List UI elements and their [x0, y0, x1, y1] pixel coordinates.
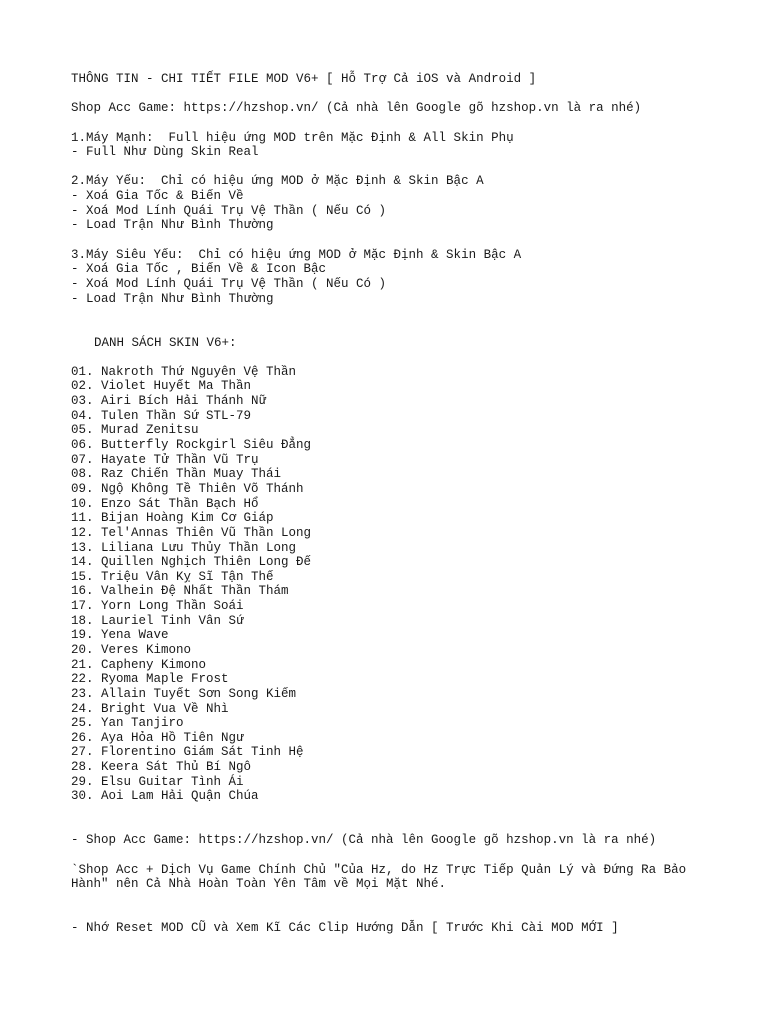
skin-list	[71, 365, 711, 804]
section-heading: 2.Máy Yếu: Chỉ có hiệu ứng MOD ở Mặc Định & Skin Bậc A	[71, 174, 484, 189]
section-item: - Xoá Mod Lính Quái Trụ Vệ Thần ( Nếu Có )	[71, 203, 387, 218]
skin-list-item: 18. Lauriel Tinh Vân Sứ	[71, 613, 244, 628]
skin-list-item: 29. Elsu Guitar Tình Ái	[71, 774, 244, 789]
skin-list-item: 15. Triệu Vân Kỵ Sĩ Tận Thế	[71, 569, 274, 584]
skin-list-item: 19. Yena Wave	[71, 628, 169, 643]
skin-list-item: 25. Yan Tanjiro	[71, 716, 184, 731]
skin-list-item: 06. Butterfly Rockgirl Siêu Đẳng	[71, 438, 312, 453]
skin-list-title: DANH SÁCH SKIN V6+:	[94, 335, 237, 350]
footer-warranty-note: `Shop Acc + Dịch Vụ Game Chính Chủ "Của Hz, do Hz Trực Tiếp Quản Lý và Đứng Ra Bảo Hành" nên Cả Nhà Hoàn Toàn Yên Tâm về Mọi Mặt Nhé.	[71, 862, 687, 892]
skin-list-item: 03. Airi Bích Hải Thánh Nữ	[71, 394, 267, 409]
device-section-1	[71, 131, 711, 160]
skin-list-item: 11. Bijan Hoàng Kim Cơ Giáp	[71, 511, 274, 526]
skin-list-item: 30. Aoi Lam Hải Quận Chúa	[71, 789, 259, 804]
skin-list-item: 09. Ngộ Không Tề Thiên Võ Thánh	[71, 481, 304, 496]
skin-list-item: 10. Enzo Sát Thần Bạch Hổ	[71, 496, 259, 511]
section-item: - Xoá Gia Tốc & Biến Về	[71, 189, 244, 204]
skin-list-item: 01. Nakroth Thứ Nguyên Vệ Thần	[71, 364, 297, 379]
footer-shop-line: - Shop Acc Game: https://hzshop.vn/ (Cả nhà lên Google gõ hzshop.vn là ra nhé)	[71, 833, 657, 848]
skin-list-item: 02. Violet Huyết Ma Thần	[71, 379, 252, 394]
section-item: - Xoá Mod Lính Quái Trụ Vệ Thần ( Nếu Có )	[71, 276, 387, 291]
skin-list-item: 08. Raz Chiến Thần Muay Thái	[71, 467, 282, 482]
device-section-3	[71, 248, 711, 307]
skin-list-item: 28. Keera Sát Thủ Bí Ngô	[71, 760, 252, 775]
skin-list-item: 21. Capheny Kimono	[71, 657, 207, 672]
reset-reminder: - Nhớ Reset MOD CŨ và Xem Kĩ Các Clip Hướng Dẫn [ Trước Khi Cài MOD MỚI ]	[71, 921, 619, 936]
section-heading: 3.Máy Siêu Yếu: Chỉ có hiệu ứng MOD ở Mặc Định & Skin Bậc A	[71, 247, 522, 262]
section-item: - Full Như Dùng Skin Real	[71, 145, 259, 160]
section-item: - Load Trận Như Bình Thường	[71, 291, 274, 306]
skin-list-item: 17. Yorn Long Thần Soái	[71, 599, 244, 614]
skin-list-item: 04. Tulen Thần Sứ STL-79	[71, 408, 252, 423]
skin-list-item: 14. Quillen Nghịch Thiên Long Đế	[71, 555, 312, 570]
skin-list-item: 07. Hayate Tử Thần Vũ Trụ	[71, 452, 259, 467]
device-section-2	[71, 174, 711, 233]
skin-list-item: 20. Veres Kimono	[71, 643, 192, 657]
shop-link-line: Shop Acc Game: https://hzshop.vn/ (Cả nhà lên Google gõ hzshop.vn là ra nhé)	[71, 101, 642, 116]
skin-list-item: 05. Murad Zenitsu	[71, 423, 199, 438]
skin-list-item: 24. Bright Vua Về Nhì	[71, 701, 229, 716]
skin-list-item: 23. Allain Tuyết Sơn Song Kiếm	[71, 686, 297, 701]
section-item: - Xoá Gia Tốc , Biến Về & Icon Bậc	[71, 262, 327, 277]
skin-list-item: 13. Liliana Lưu Thủy Thần Long	[71, 540, 297, 555]
skin-list-item: 22. Ryoma Maple Frost	[71, 672, 229, 687]
skin-list-item: 16. Valhein Đệ Nhất Thần Thám	[71, 584, 289, 599]
document-page	[71, 72, 711, 936]
skin-list-item: 26. Aya Hỏa Hồ Tiên Ngư	[71, 730, 244, 745]
skin-list-item: 12. Tel'Annas Thiên Vũ Thần Long	[71, 525, 312, 540]
skin-list-item: 27. Florentino Giám Sát Tinh Hệ	[71, 745, 304, 760]
section-heading: 1.Máy Mạnh: Full hiệu ứng MOD trên Mặc Định & All Skin Phụ	[71, 130, 514, 145]
section-item: - Load Trận Như Bình Thường	[71, 218, 274, 233]
document-title: THÔNG TIN - CHI TIẾT FILE MOD V6+ [ Hỗ Trợ Cả iOS và Android ]	[71, 72, 537, 86]
